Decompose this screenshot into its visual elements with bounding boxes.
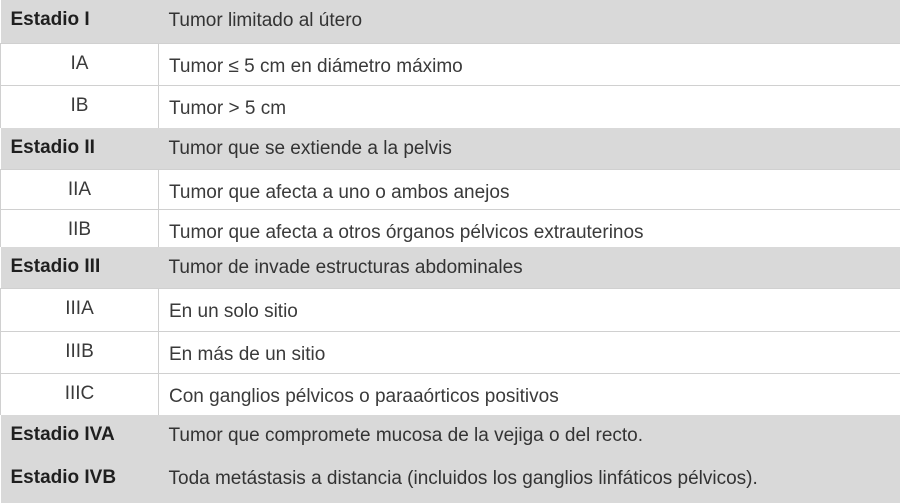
substage-row (1, 43, 900, 85)
stage-label: Estadio I (1, 0, 159, 43)
substage-label: IIIA (1, 288, 159, 331)
stage-row (1, 458, 900, 503)
substage-description: En un solo sitio (159, 288, 900, 331)
stage-description: Tumor que compromete mucosa de la vejiga o del recto. (159, 415, 900, 458)
substage-row (1, 373, 900, 415)
substage-row (1, 169, 900, 209)
substage-description: Tumor que afecta a uno o ambos anejos (159, 169, 900, 209)
stage-description: Tumor que se extiende a la pelvis (159, 128, 900, 169)
substage-description: Con ganglios pélvicos o paraaórticos positivos (159, 373, 900, 415)
substage-row (1, 331, 900, 373)
substage-description: Tumor que afecta a otros órganos pélvicos extrauterinos (159, 209, 900, 247)
stage-description: Tumor limitado al útero (159, 0, 900, 43)
substage-label: IIIB (1, 331, 159, 373)
substage-label: IIA (1, 169, 159, 209)
substage-label: IA (1, 43, 159, 85)
substage-description: Tumor > 5 cm (159, 85, 900, 128)
stage-description: Tumor de invade estructuras abdominales (159, 247, 900, 288)
substage-description: Tumor ≤ 5 cm en diámetro máximo (159, 43, 900, 85)
substage-label: IB (1, 85, 159, 128)
stage-row (1, 0, 900, 43)
substage-row (1, 288, 900, 331)
stage-row (1, 247, 900, 288)
stage-row (1, 415, 900, 458)
substage-row (1, 85, 900, 128)
stage-label: Estadio IVB (1, 458, 159, 503)
substage-row (1, 209, 900, 247)
substage-label: IIB (1, 209, 159, 247)
substage-description: En más de un sitio (159, 331, 900, 373)
stage-label: Estadio IVA (1, 415, 159, 458)
stage-row (1, 128, 900, 169)
substage-label: IIIC (1, 373, 159, 415)
stage-description: Toda metástasis a distancia (incluidos los ganglios linfáticos pélvicos). (159, 458, 900, 503)
stage-label: Estadio II (1, 128, 159, 169)
stage-label: Estadio III (1, 247, 159, 288)
